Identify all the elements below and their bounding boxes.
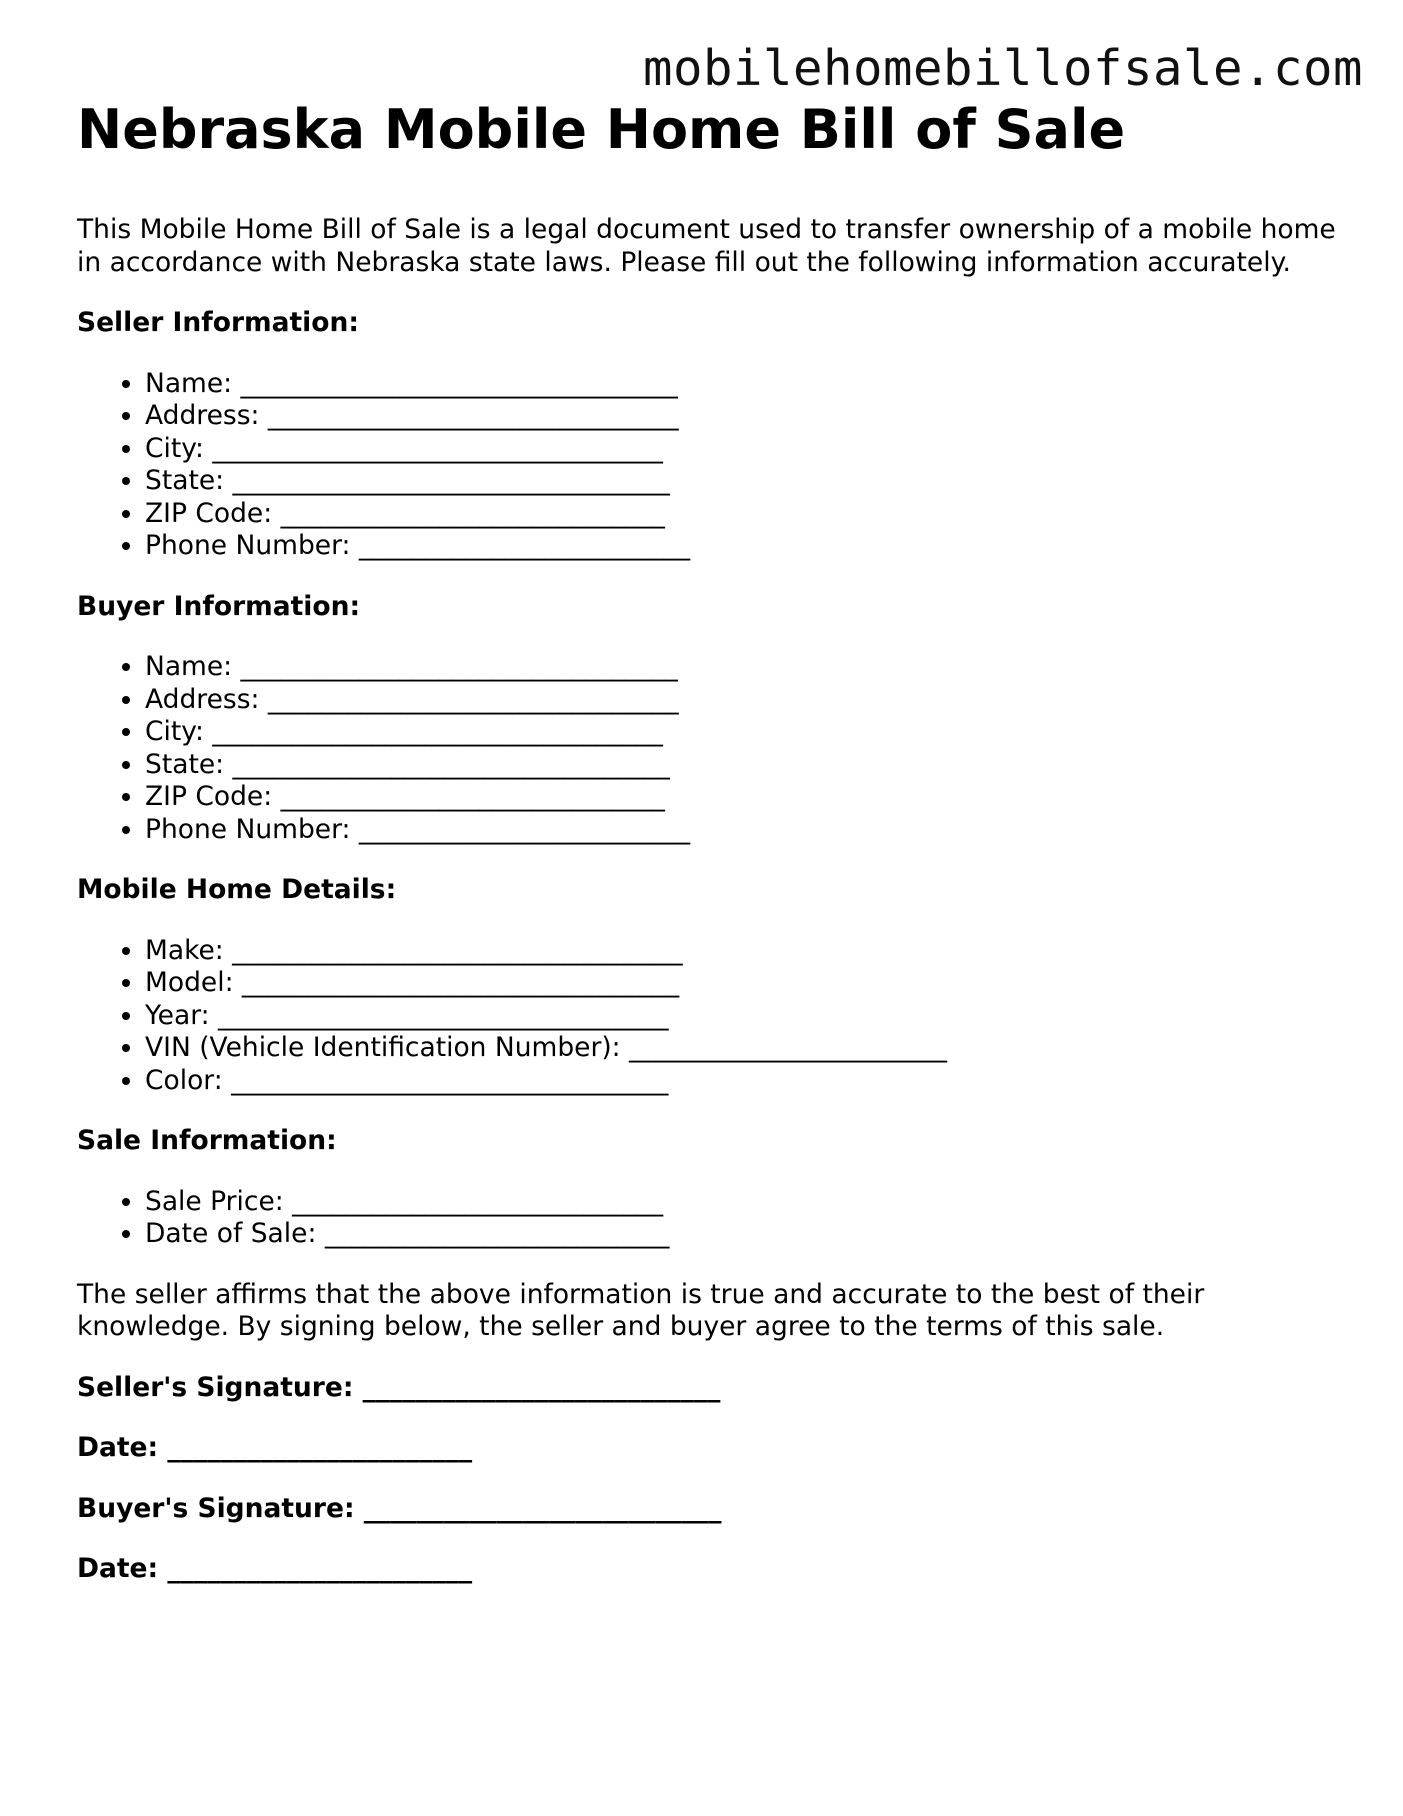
buyer-city-field	[145, 716, 1337, 749]
buyer-state-field	[145, 749, 1337, 782]
sale-date-blank[interactable]: __________________________	[324, 1218, 670, 1249]
field-label: Phone Number:	[145, 530, 359, 561]
buyer-city-blank[interactable]: __________________________________	[212, 716, 663, 747]
buyer-heading: Buyer Information:	[77, 590, 361, 622]
seller-phone-field	[145, 530, 1337, 563]
seller-fields	[77, 368, 1337, 563]
seller-address-blank[interactable]: _______________________________	[267, 400, 679, 431]
document-title: Nebraska Mobile Home Bill of Sale	[77, 98, 1126, 161]
home-vin-field	[145, 1032, 1337, 1065]
seller-name-blank[interactable]: _________________________________	[240, 367, 678, 399]
field-label: ZIP Code:	[145, 497, 281, 529]
home-model-blank[interactable]: _________________________________	[241, 967, 680, 998]
seller-address-field	[145, 400, 1337, 433]
field-label: Name:	[145, 367, 241, 399]
field-label: Address:	[145, 683, 268, 715]
buyer-name-blank[interactable]: _________________________________	[240, 651, 678, 682]
buyer-signature-blank[interactable]: ___________________________	[363, 1492, 722, 1524]
field-label: Date of Sale:	[145, 1218, 325, 1249]
buyer-date-line	[77, 1553, 1337, 1586]
field-label: Sale Price:	[145, 1185, 293, 1217]
sale-price-field	[145, 1186, 1337, 1219]
seller-zip-field	[145, 498, 1337, 531]
home-color-blank[interactable]: _________________________________	[231, 1064, 669, 1096]
field-label: Name:	[145, 651, 241, 682]
field-label: Year:	[145, 999, 218, 1031]
buyer-phone-field	[145, 814, 1337, 847]
seller-date-blank[interactable]: _______________________	[167, 1432, 473, 1463]
seller-signature-blank[interactable]: ___________________________	[362, 1371, 721, 1403]
site-watermark: mobilehomebillofsale.com	[642, 40, 1363, 97]
field-label: Make:	[145, 934, 233, 966]
sale-fields	[77, 1186, 1337, 1251]
sale-price-blank[interactable]: ____________________________	[292, 1185, 664, 1217]
home-year-blank[interactable]: __________________________________	[218, 999, 669, 1031]
field-label: State:	[145, 748, 233, 780]
seller-zip-blank[interactable]: _____________________________	[280, 497, 665, 529]
document-body	[77, 92, 1337, 1586]
seller-heading: Seller Information:	[77, 307, 359, 338]
home-vin-blank[interactable]: ________________________	[629, 1032, 948, 1063]
field-label: Address:	[145, 400, 268, 431]
seller-date-line	[77, 1432, 1337, 1465]
seller-phone-blank[interactable]: _________________________	[358, 530, 691, 561]
field-label: Phone Number:	[145, 813, 359, 845]
seller-city-field	[145, 433, 1337, 466]
home-details-heading: Mobile Home Details:	[77, 874, 397, 905]
buyer-fields	[77, 651, 1337, 846]
home-model-field	[145, 967, 1337, 1000]
signature-label: Date:	[77, 1553, 168, 1584]
affirmation-paragraph: The seller affirms that the above information is true and accurate to the best of their knowledge. By signing below, the seller and buyer agree to the terms of this sale.	[77, 1278, 1205, 1342]
signature-label: Date:	[77, 1432, 168, 1463]
seller-name-field	[145, 368, 1337, 401]
home-make-blank[interactable]: __________________________________	[232, 934, 683, 966]
home-year-field	[145, 1000, 1337, 1033]
field-label: City:	[145, 716, 213, 747]
buyer-date-blank[interactable]: _______________________	[167, 1553, 473, 1584]
buyer-name-field	[145, 651, 1337, 684]
buyer-phone-blank[interactable]: _________________________	[358, 813, 691, 845]
field-label: Color:	[145, 1064, 232, 1096]
signature-label: Seller's Signature:	[77, 1371, 363, 1403]
sale-heading: Sale Information:	[77, 1125, 337, 1156]
field-label: VIN (Vehicle Identification Number):	[145, 1032, 630, 1063]
home-color-field	[145, 1065, 1337, 1098]
seller-signature-line	[77, 1372, 1337, 1405]
signature-label: Buyer's Signature:	[77, 1492, 364, 1524]
home-details-fields	[77, 935, 1337, 1098]
field-label: ZIP Code:	[145, 781, 281, 812]
field-label: Model:	[145, 967, 242, 998]
buyer-zip-blank[interactable]: _____________________________	[280, 781, 665, 812]
intro-paragraph: This Mobile Home Bill of Sale is a legal document used to transfer ownership of a mobile home in accordance with Nebraska state laws. Please fill out the following information accurately.	[77, 214, 1336, 278]
buyer-address-blank[interactable]: _______________________________	[267, 683, 679, 715]
buyer-address-field	[145, 684, 1337, 717]
buyer-zip-field	[145, 781, 1337, 814]
home-make-field	[145, 935, 1337, 968]
buyer-state-blank[interactable]: _________________________________	[232, 748, 670, 780]
field-label: City:	[145, 432, 213, 464]
seller-city-blank[interactable]: __________________________________	[212, 432, 663, 464]
sale-date-field	[145, 1218, 1337, 1251]
seller-state-field	[145, 465, 1337, 498]
field-label: State:	[145, 465, 233, 496]
buyer-signature-line	[77, 1493, 1337, 1526]
seller-state-blank[interactable]: _________________________________	[232, 465, 670, 496]
